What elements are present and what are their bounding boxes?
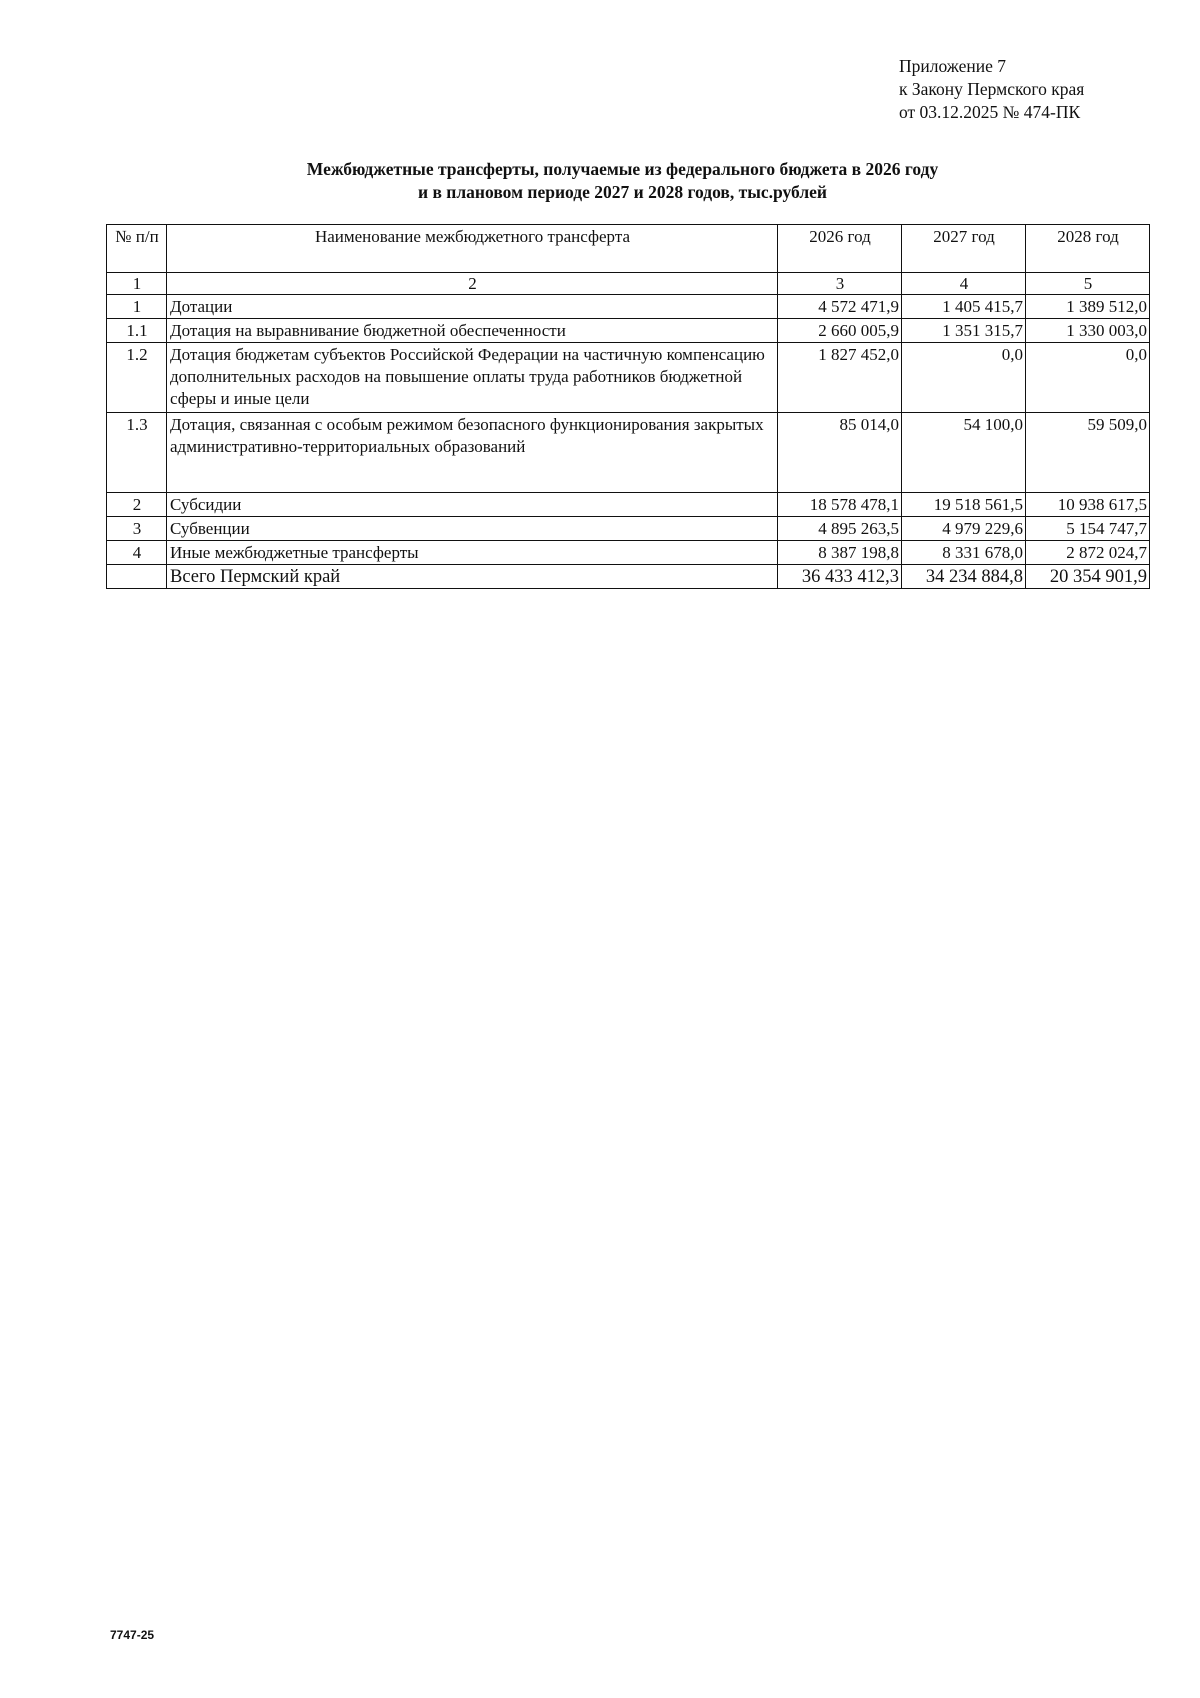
row-value-2028: 59 509,0 [1026, 413, 1150, 493]
row-value-2026: 8 387 198,8 [778, 541, 902, 565]
row-number: 4 [107, 541, 167, 565]
transfers-table [106, 224, 1150, 589]
table-row [107, 541, 1150, 565]
row-value-2028: 10 938 617,5 [1026, 493, 1150, 517]
row-name: Дотация на выравнивание бюджетной обеспеченности [167, 319, 778, 343]
header-2026: 2026 год [778, 225, 902, 273]
column-numbers-row [107, 273, 1150, 295]
row-value-2028: 1 330 003,0 [1026, 319, 1150, 343]
total-value-2028: 20 354 901,9 [1026, 565, 1150, 589]
table-row [107, 413, 1150, 493]
row-value-2028: 1 389 512,0 [1026, 295, 1150, 319]
document-code: 7747-25 [110, 1628, 155, 1642]
row-name: Дотация бюджетам субъектов Российской Федерации на частичную компенсацию дополнительных расходов на повышение оплаты труда работников бюджетной сферы и иные цели [167, 343, 778, 413]
row-name: Субвенции [167, 517, 778, 541]
row-name: Дотация, связанная с особым режимом безопасного функционирования закрытых административно-территориальных образований [167, 413, 778, 493]
row-name: Субсидии [167, 493, 778, 517]
row-value-2028: 2 872 024,7 [1026, 541, 1150, 565]
appendix-law-reference: к Закону Пермского края [899, 79, 1085, 99]
row-value-2026: 18 578 478,1 [778, 493, 902, 517]
title-line-1: Межбюджетные трансферты, получаемые из федерального бюджета в 2026 году [306, 159, 939, 179]
row-value-2028: 5 154 747,7 [1026, 517, 1150, 541]
table-row [107, 343, 1150, 413]
table-header-row [107, 225, 1150, 273]
total-name: Всего Пермский край [167, 565, 778, 589]
header-2028: 2028 год [1026, 225, 1150, 273]
row-value-2027: 4 979 229,6 [902, 517, 1026, 541]
table-row [107, 319, 1150, 343]
row-number: 3 [107, 517, 167, 541]
column-number: 4 [902, 273, 1026, 295]
row-value-2027: 19 518 561,5 [902, 493, 1026, 517]
row-value-2026: 2 660 005,9 [778, 319, 902, 343]
table-row [107, 493, 1150, 517]
table-row [107, 517, 1150, 541]
row-number: 1 [107, 295, 167, 319]
row-number: 1.1 [107, 319, 167, 343]
row-value-2027: 0,0 [902, 343, 1026, 413]
row-number: 2 [107, 493, 167, 517]
row-value-2026: 1 827 452,0 [778, 343, 902, 413]
document-title [100, 158, 1145, 204]
row-value-2027: 54 100,0 [902, 413, 1026, 493]
total-value-2026: 36 433 412,3 [778, 565, 902, 589]
column-number: 5 [1026, 273, 1150, 295]
title-line-2: и в плановом периоде 2027 и 2028 годов, тыс.рублей [417, 182, 828, 202]
appendix-reference [899, 55, 1084, 124]
total-row [107, 565, 1150, 589]
appendix-law-date: от 03.12.2025 № 474-ПК [899, 102, 1081, 122]
header-2027: 2027 год [902, 225, 1026, 273]
header-no: № п/п [107, 225, 167, 273]
row-value-2026: 85 014,0 [778, 413, 902, 493]
column-number: 3 [778, 273, 902, 295]
row-value-2027: 8 331 678,0 [902, 541, 1026, 565]
header-name: Наименование межбюджетного трансферта [167, 225, 778, 273]
row-value-2027: 1 351 315,7 [902, 319, 1026, 343]
row-value-2027: 1 405 415,7 [902, 295, 1026, 319]
total-number [107, 565, 167, 589]
row-name: Дотации [167, 295, 778, 319]
table-row [107, 295, 1150, 319]
row-name: Иные межбюджетные трансферты [167, 541, 778, 565]
total-value-2027: 34 234 884,8 [902, 565, 1026, 589]
column-number: 1 [107, 273, 167, 295]
row-value-2028: 0,0 [1026, 343, 1150, 413]
row-value-2026: 4 572 471,9 [778, 295, 902, 319]
row-number: 1.3 [107, 413, 167, 493]
appendix-number: Приложение 7 [899, 56, 1007, 76]
column-number: 2 [167, 273, 778, 295]
row-number: 1.2 [107, 343, 167, 413]
row-value-2026: 4 895 263,5 [778, 517, 902, 541]
